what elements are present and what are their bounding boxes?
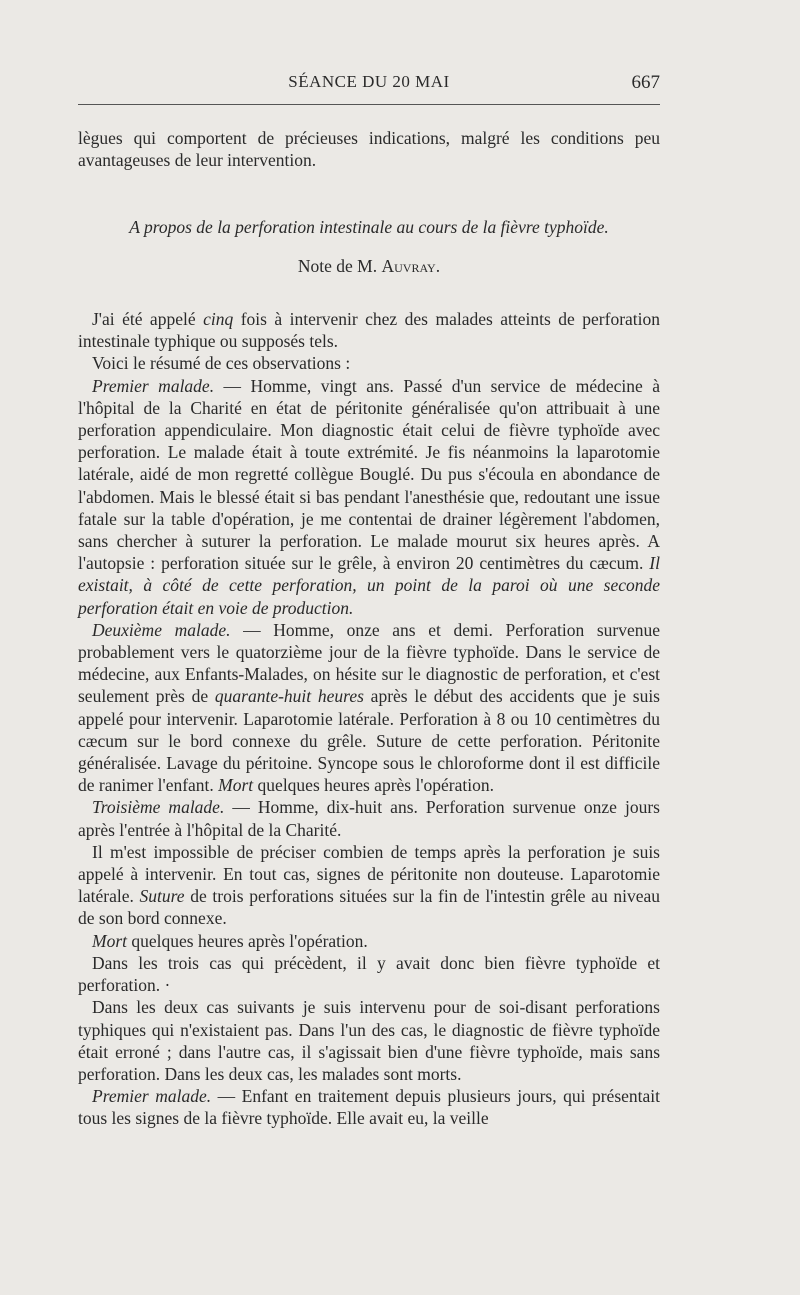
text-run: — Homme, onze ans et demi. Perforation survenue probablement vers le quatorzième jour de la fièvre typhoïde. Dans le service de médecine, aux Enfants-Malades, on hésite sur le diagnostic de perforation, et c'est seulement près de: [78, 619, 660, 707]
text-run: — Enfant en traitement depuis plusieurs jours, qui présentait tous les signes de la fièvre typhoïde. Elle avait eu, la veille: [78, 1086, 660, 1129]
text-run: — Homme, dix-huit ans. Perforation survenue onze jours après l'entrée à l'hôpital de la Charité.: [78, 797, 660, 840]
paragraph: [78, 375, 660, 619]
text-run: fois à intervenir chez des malades atteints de perforation intestinale typhique ou supposés tels.: [78, 309, 661, 352]
text-run: après le début des accidents que je suis appelé pour intervenir. Laparotomie latérale. Perforation à 8 ou 10 centimètres du cæcum sur le bord connexe du grêle. Suture de cette perforation. Péritonite généralisée. Lavage du péritoine. Syncope sous le chloroforme dont il est difficile de ranimer l'enfant.: [78, 686, 660, 796]
author-note: [78, 256, 660, 277]
italic-run: quarante-huit heures: [214, 686, 364, 707]
case-heading: Troisième malade.: [92, 797, 225, 818]
paragraph: Dans les trois cas qui précèdent, il y avait donc bien fièvre typhoïde et perforation. ·: [78, 952, 660, 996]
text-run: quelques heures après l'opération.: [253, 775, 494, 796]
paragraph: [78, 619, 660, 797]
header-rule: [78, 104, 660, 105]
italic-run: Suture: [139, 886, 185, 907]
text-run: J'ai été appelé: [92, 309, 204, 329]
italic-run: Mort: [92, 930, 127, 951]
text-run: quelques heures après l'opération.: [127, 930, 368, 951]
paragraph: [78, 308, 660, 352]
page-number: 667: [631, 72, 660, 93]
paragraph: [78, 1085, 660, 1129]
author-name: Auvray.: [381, 256, 441, 276]
text-run: de trois perforations situées sur la fin de l'intestin grêle au niveau de son bord connexe.: [78, 886, 661, 929]
article-body: [78, 308, 660, 1130]
case-heading: Premier malade.: [92, 1086, 212, 1107]
case-heading: Deuxième malade.: [92, 619, 231, 640]
running-head: [78, 70, 660, 100]
text-run: — Homme, vingt ans. Passé d'un service de médecine à l'hôpital de la Charité en état de péritonite généralisée qu'on attribuait à une perforation appendiculaire. Mon diagnostic était celui de fièvre typhoïde avec perforation. Le malade était à toute extrémité. Je fis néanmoins la laparotomie latérale, aidé de mon regretté collègue Bouglé. Du pus s'écoula en abondance de l'abdomen. Mais le blessé était si bas pendant l'anesthésie que, redoutant une issue fatale sur la table d'opération, je me contentai de drainer légèrement l'abdomen, sans chercher à suturer la perforation. Le malade mourut six heures après. A l'autopsie : perforation située sur le grêle, à environ 20 centimètres du cæcum.: [78, 375, 660, 574]
paragraph: Dans les deux cas suivants je suis intervenu pour de soi-disant perforations typhiques qui n'existaient pas. Dans l'un des cas, le diagnostic de fièvre typhoïde était erroné ; dans l'autre cas, il s'agissait bien d'une fièvre typhoïde, mais sans perforation. Dans les deux cas, les malades sont morts.: [78, 997, 660, 1084]
italic-run: cinq: [203, 309, 234, 329]
italic-run: Mort: [218, 775, 254, 796]
continuation-text: lègues qui comportent de précieuses indications, malgré les conditions peu avantageuses de leur intervention.: [78, 128, 660, 171]
running-title: SÉANCE DU 20 MAI: [288, 72, 450, 91]
case-heading: Premier malade.: [92, 375, 215, 396]
continuation-paragraph: [78, 127, 660, 171]
text-run: Il m'est impossible de préciser combien de temps après la perforation je suis appelé à intervenir. En tout cas, signes de péritonite non douteuse. Laparotomie latérale.: [78, 841, 660, 907]
paragraph: [78, 930, 660, 952]
paragraph: [78, 796, 660, 840]
italic-run: Il existait, à côté de cette perforation, un point de la paroi où une seconde perforation était en voie de production.: [78, 553, 660, 618]
paragraph: Voici le résumé de ces observations :: [92, 353, 351, 374]
paragraph: [78, 841, 660, 930]
article-title: A propos de la perforation intestinale au cours de la fièvre typhoïde.: [129, 217, 609, 237]
note-prefix: Note de M.: [297, 256, 378, 276]
